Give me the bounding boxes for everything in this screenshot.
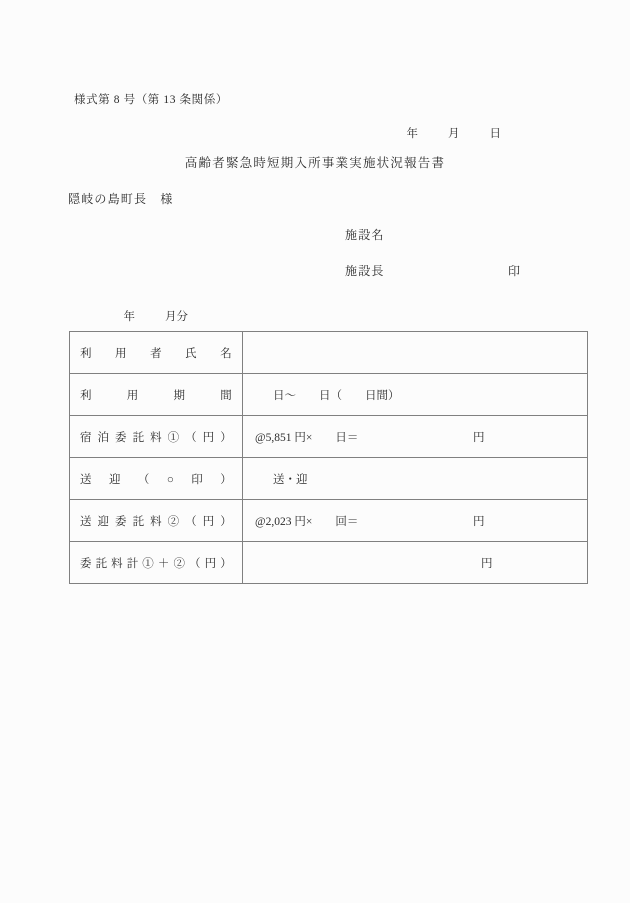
row-label-total-fee: 委託料計①＋②（円） (70, 542, 243, 584)
table-row (70, 332, 588, 374)
table-row (70, 458, 588, 500)
date-day-label: 日 (489, 127, 501, 140)
lodging-fee-yen-unit: 円 (473, 431, 485, 444)
row-label-user-name: 利用者氏名 (70, 332, 243, 374)
table-row (70, 374, 588, 416)
row-label-transport-mark: 送迎（○印） (70, 458, 243, 500)
row-value-transport-mark[interactable] (243, 458, 588, 500)
date-line (395, 117, 501, 152)
facility-head-label: 施設長 (345, 264, 385, 278)
lodging-fee-formula: @5,851 円× 日＝ (255, 431, 359, 444)
table-row (70, 416, 588, 458)
row-value-lodging-fee[interactable] (243, 416, 588, 458)
facility-name-label: 施設名 (345, 228, 385, 242)
use-period-entry: 日〜 日（ 日間） (273, 389, 400, 402)
total-fee-yen-unit: 円 (481, 557, 493, 570)
addressee: 隠岐の島町長 様 (68, 192, 174, 206)
seal-mark: 印 (508, 264, 521, 278)
report-month-line (112, 300, 188, 335)
report-month-label: 月分 (165, 310, 188, 323)
date-month-label: 月 (448, 127, 460, 140)
table-row (70, 500, 588, 542)
transport-fee-yen-unit: 円 (473, 515, 485, 528)
report-year-label: 年 (123, 310, 135, 323)
report-table (69, 331, 588, 584)
transport-options: 送・迎 (273, 473, 308, 486)
row-value-use-period[interactable] (243, 374, 588, 416)
row-label-use-period: 利用期間 (70, 374, 243, 416)
row-label-lodging-fee: 宿泊委託料①（円） (70, 416, 243, 458)
row-value-transport-fee[interactable] (243, 500, 588, 542)
transport-fee-formula: @2,023 円× 回＝ (255, 515, 359, 528)
table-row (70, 542, 588, 584)
document-title: 高齢者緊急時短期入所事業実施状況報告書 (184, 156, 446, 170)
date-year-label: 年 (406, 127, 418, 140)
row-label-transport-fee: 送迎委託料②（円） (70, 500, 243, 542)
form-number: 様式第 8 号（第 13 条関係） (74, 94, 228, 106)
row-value-user-name[interactable] (243, 332, 588, 374)
row-value-total-fee[interactable] (243, 542, 588, 584)
